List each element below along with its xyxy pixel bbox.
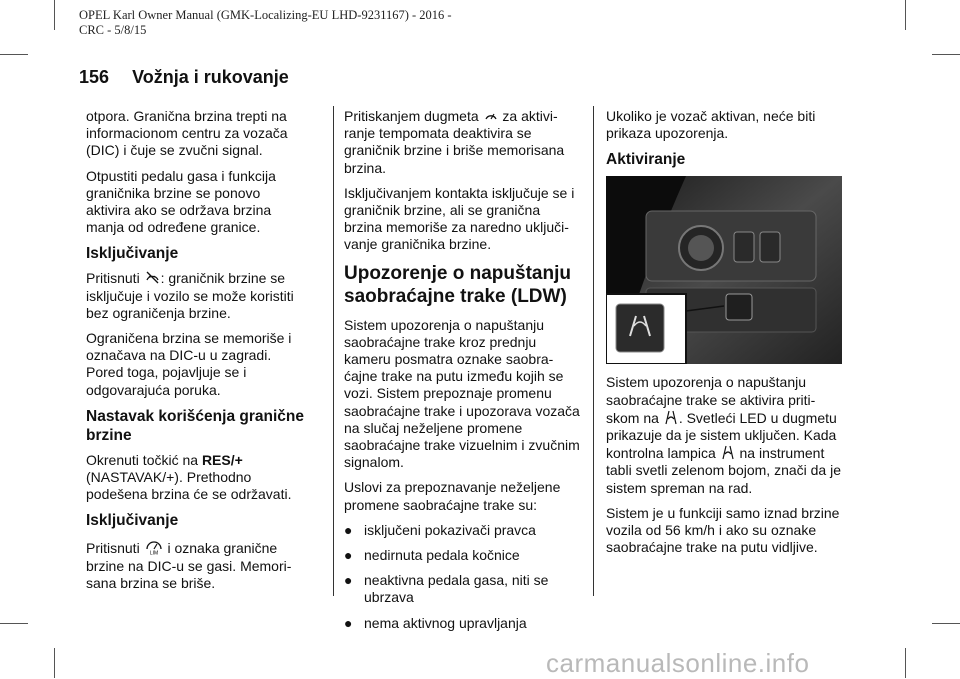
page-number: 156 bbox=[79, 67, 110, 87]
paragraph: otpora. Granična brzina trepti na informacionom centru za vozača (DIC) i čuje se zvučni signal. bbox=[86, 108, 288, 159]
paragraph: Uslovi za prepoznavanje neželjene promene saobraćajne trake su: bbox=[344, 479, 561, 513]
crop-mark bbox=[0, 623, 28, 624]
heading-ldw: Upozorenje o napuštanju saobraćajne trake (LDW) bbox=[344, 262, 571, 307]
column-divider bbox=[333, 106, 334, 596]
crop-mark bbox=[54, 0, 55, 30]
speed-limiter-cancel-icon bbox=[145, 270, 160, 285]
paragraph: Pritiskanjem dugmeta za aktivi-ranje tempomata deaktivira se graničnik brzine i briše memorisana brzina. bbox=[344, 108, 565, 176]
column-3 bbox=[606, 108, 842, 564]
lane-departure-indicator-icon bbox=[721, 444, 735, 460]
list-item: ● isključeni pokazivači pravca bbox=[344, 521, 536, 538]
cruise-control-icon bbox=[484, 109, 498, 123]
heading-nastavak: Nastavak korišćenja granične brzine bbox=[86, 407, 304, 444]
res-plus-label: RES/+ bbox=[201, 451, 243, 468]
speed-limiter-lim-icon bbox=[145, 537, 163, 555]
heading-isklj-2: Isključivanje bbox=[86, 512, 179, 530]
watermark: carmanualsonline.info bbox=[546, 648, 810, 678]
paragraph: Ukoliko je vozač aktivan, neće biti prikaza upozorenja. bbox=[606, 108, 816, 142]
svg-text:LIM: LIM bbox=[149, 550, 158, 556]
list-item: ● nema aktivnog upravljanja bbox=[344, 614, 527, 631]
section-title: Vožnja i rukovanje bbox=[132, 67, 289, 87]
crop-mark bbox=[905, 648, 906, 678]
list-item: ● nedirnuta pedala kočnice bbox=[344, 547, 520, 564]
manual-header-line2: CRC - 5/8/15 bbox=[79, 23, 147, 37]
paragraph: Isključivanjem kontakta isključuje se i graničnik brzine, ali se granična brzina memoriše za naredno uključi-vanje graničnika brzine. bbox=[344, 184, 575, 253]
page-heading bbox=[79, 67, 289, 88]
paragraph: Pritisnuti : graničnik brzine se isključuje i vozilo se može koristiti bez ograničenja brzine. bbox=[86, 270, 294, 321]
lane-departure-icon bbox=[664, 409, 678, 425]
manual-header bbox=[79, 8, 599, 38]
crop-mark bbox=[932, 623, 960, 624]
ldw-button-photo bbox=[606, 176, 842, 364]
heading-aktiviranje: Aktiviranje bbox=[606, 151, 686, 169]
heading-isklj-1: Isključivanje bbox=[86, 245, 179, 263]
bullet-mark: ● bbox=[344, 547, 353, 564]
crop-mark bbox=[0, 54, 28, 55]
paragraph: Sistem je u funkciji samo iznad brzine vozila od 56 km/h i ako su oznake saobraćajne trake na putu vidljive. bbox=[606, 504, 840, 556]
crop-mark bbox=[932, 54, 960, 55]
paragraph: Ograničena brzina se memoriše i označava na DIC-u u zagradi. Pored toga, pojavljuje se i odgovarajuća poruka. bbox=[86, 330, 292, 398]
crop-mark bbox=[905, 0, 906, 30]
crop-mark bbox=[54, 648, 55, 678]
bullet-mark: ● bbox=[344, 521, 353, 538]
paragraph: Sistem upozorenja o napuštanju saobraćajne trake se aktivira priti-skom na . Svetleći LED u dugmetu prikazuje da je sistem uključen. Kada kontrolna lampica na instrument tabli svetli zelenom bojom, znači da je sistem spreman na rad. bbox=[606, 374, 842, 496]
bullet-mark: ● bbox=[344, 614, 353, 631]
manual-header-line1: OPEL Karl Owner Manual (GMK-Localizing-EU LHD-9231167) - 2016 - bbox=[79, 8, 452, 22]
conditions-list bbox=[344, 522, 580, 632]
list-item: ● neaktivna pedala gasa, niti se ubrzava bbox=[344, 572, 549, 606]
paragraph: Okrenuti točkić na RES/+ (NASTAVAK/+). Prethodno podešena brzina će se održavati. bbox=[86, 451, 292, 503]
column-1 bbox=[86, 108, 308, 600]
column-2 bbox=[344, 108, 580, 640]
paragraph: Sistem upozorenja o napuštanju saobraćajne trake kroz prednju kameru posmatra oznake saobra-ćajne trake na putu između kojih se vozi. Sistem prepoznaje promenu saobraćajne trake i upozorava vozača na slučaj neželjene promene saobraćajne trake vizuelnim i zvučnim signalom. bbox=[344, 316, 580, 471]
paragraph: Pritisnuti LIM i oznaka granične brzine na DIC-u se gasi. Memori-sana brzina se briše. bbox=[86, 537, 308, 592]
bullet-mark: ● bbox=[344, 572, 353, 589]
column-divider bbox=[593, 106, 594, 596]
paragraph: Otpustiti pedalu gasa i funkcija graničnika brzine se ponovo aktivira ako se održava brzina manja od određene granice. bbox=[86, 167, 276, 236]
